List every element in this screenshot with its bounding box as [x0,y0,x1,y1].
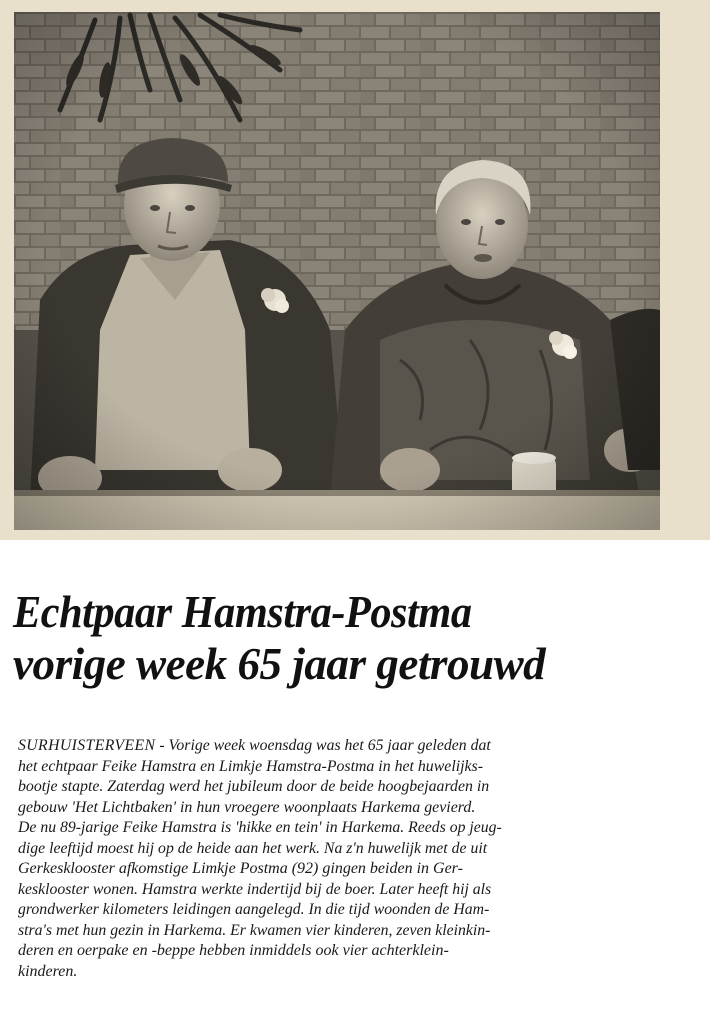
article-line: SURHUISTERVEEN - Vorige week woensdag was het 65 jaar geleden dat [18,737,491,754]
article-line: grondwerker kilometers leidingen aangelegd. In die tijd woonden de Ham- [18,901,490,918]
headline [13,586,703,690]
article-line: De nu 89-jarige Feike Hamstra is 'hikke en tein' in Harkema. Reeds op jeug- [18,819,502,836]
article-body [18,736,704,982]
article-line: gebouw 'Het Lichtbaken' in hun vroegere woonplaats Harkema gevierd. [18,798,476,816]
article-line: bootje stapte. Zaterdag werd het jubileum door de beide hoogbejaarden in [18,778,490,795]
headline-line-1: Echtpaar Hamstra-Postma [13,586,472,637]
headline-line-2: vorige week 65 jaar getrouwd [13,638,546,689]
article-line: dige leeftijd moest hij op de heide aan het werk. Na z'n huwelijk met de uit [18,839,488,857]
dateline: SURHUISTERVEEN [18,737,156,754]
article-line: kesklooster wonen. Hamstra werkte indertijd bij de boer. Later heeft hij als [18,880,492,898]
article-line: het echtpaar Feike Hamstra en Limkje Hamstra-Postma in het huwelijks- [18,757,484,775]
article-line: stra's met hun gezin in Harkema. Er kwamen vier kinderen, zeven kleinkin- [18,921,491,939]
article-line: deren en oerpake en -beppe hebben inmiddels ook vier achterklein- [18,942,449,959]
article-line: kinderen. [18,962,78,980]
article-line: Gerkesklooster afkomstige Limkje Postma (92) gingen beiden in Ger- [18,860,463,877]
